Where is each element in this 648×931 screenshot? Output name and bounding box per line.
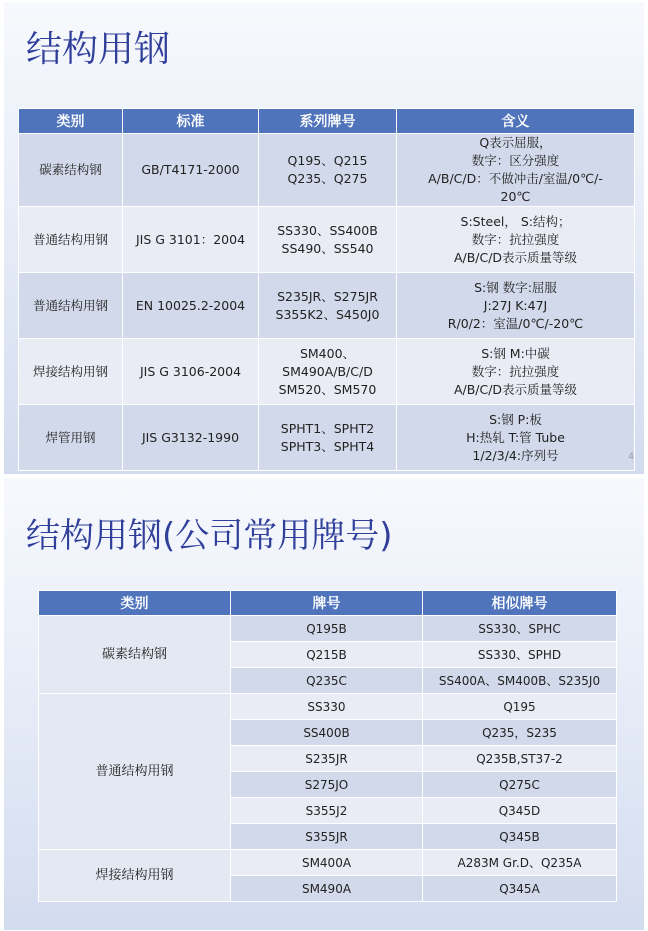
category-cell: 普通结构用钢: [39, 694, 231, 850]
steel-standards-table: [18, 108, 635, 471]
grades-cell-line: Q235、Q275: [287, 171, 368, 186]
grades-cell-line: S355K2、S450J0: [275, 306, 380, 322]
category-cell: 焊接结构用钢: [39, 850, 231, 902]
meaning-cell-line: 数字：区分强度: [471, 153, 560, 168]
grades-cell-line: S235JR、S275JR: [277, 288, 378, 304]
table-body: [39, 616, 617, 902]
table-row: [39, 694, 617, 720]
standard-cell: JIS G 3101：2004: [123, 207, 259, 273]
table-row: [39, 616, 617, 642]
table-row: [19, 273, 635, 339]
meaning-cell-line: R/0/2：室温/0℃/-20℃: [447, 315, 584, 331]
grade-cell: SM400A: [231, 850, 423, 876]
common-grades-table: [38, 590, 617, 902]
meaning-cell-line: A/B/C/D表示质量等级: [453, 249, 578, 265]
standard-cell: JIS G 3106-2004: [123, 339, 259, 405]
meaning-cell-line: S:钢 数字:屈服: [474, 279, 557, 295]
slide-title: 结构用钢: [26, 29, 171, 70]
grade-cell: S235JR: [231, 746, 423, 772]
category-text: 普通结构用钢: [32, 231, 108, 247]
meaning-cell: [397, 339, 635, 405]
table-row: [39, 850, 617, 876]
category-text: 焊管用钢: [45, 429, 96, 445]
grades-cell-line: SPHT1、SPHT2: [280, 420, 375, 436]
meaning-cell-line: S:钢 P:板: [489, 411, 542, 427]
grades-cell-line: SS330、SS400B: [277, 222, 378, 238]
similar-grade-cell: SS330、SPHD: [423, 642, 617, 668]
header-grade: 牌号: [231, 591, 423, 616]
header-category: 类别: [19, 109, 123, 134]
meaning-cell: [397, 273, 635, 339]
table-row: [19, 339, 635, 405]
table-header-row: [39, 591, 617, 616]
slide-title: 结构用钢(公司常用牌号): [26, 516, 393, 556]
grades-cell-line: Q195、Q215: [287, 153, 368, 168]
header-similar-grades: 相似牌号: [423, 591, 617, 616]
meaning-cell: [397, 207, 635, 273]
table-row: [19, 134, 635, 207]
grades-cell: [259, 207, 397, 273]
grades-cell-line: SM400、: [299, 345, 356, 361]
meaning-cell-line: S:Steel， S:结构；: [460, 213, 571, 229]
meaning-cell-line: A/B/C/D表示质量等级: [453, 381, 578, 397]
grade-cell: S355JR: [231, 824, 423, 850]
meaning-cell-line: 数字：抗拉强度: [471, 363, 560, 379]
grade-cell: Q215B: [231, 642, 423, 668]
grades-cell-line: SM490A/B/C/D: [282, 363, 373, 379]
header-grades: 系列牌号: [259, 109, 397, 134]
category-cell: [19, 134, 123, 207]
similar-grade-cell: Q275C: [423, 772, 617, 798]
header-standard: 标准: [123, 109, 259, 134]
category-cell: [19, 405, 123, 471]
similar-grade-cell: SS400A、SM400B、S235J0: [423, 668, 617, 694]
table-body: [19, 134, 635, 471]
similar-grade-cell: Q345B: [423, 824, 617, 850]
grade-cell: S355J2: [231, 798, 423, 824]
standard-cell: GB/T4171-2000: [123, 134, 259, 207]
meaning-cell: [397, 134, 635, 207]
category-cell: 碳素结构钢: [39, 616, 231, 694]
similar-grade-cell: Q235，S235: [423, 720, 617, 746]
meaning-cell-line: Q表示屈服，: [479, 135, 552, 150]
header-category: 类别: [39, 591, 231, 616]
meaning-cell-line: A/B/C/D：不做冲击/室温/0℃/-: [428, 171, 603, 186]
table-row: [19, 405, 635, 471]
meaning-cell-line: 1/2/3/4:序列号: [472, 447, 559, 463]
meaning-cell-line: 20℃: [500, 189, 531, 204]
header-meaning: 含义: [397, 109, 635, 134]
table-header-row: [19, 109, 635, 134]
grade-cell: S275JO: [231, 772, 423, 798]
slide-company-grades: [4, 478, 644, 930]
category-cell: [19, 339, 123, 405]
category-text: 普通结构用钢: [32, 297, 108, 313]
category-cell: [19, 207, 123, 273]
meaning-cell-line: 数字：抗拉强度: [471, 231, 560, 247]
grades-cell: [259, 339, 397, 405]
grades-cell-line: SPHT3、SPHT4: [280, 438, 375, 454]
meaning-cell: [397, 405, 635, 471]
similar-grade-cell: SS330、SPHC: [423, 616, 617, 642]
meaning-cell-line: S:钢 M:中碳: [481, 345, 550, 361]
similar-grade-cell: Q345A: [423, 876, 617, 902]
slide-structural-steel: [4, 2, 644, 474]
meaning-cell-line: H:热轧 T:管 Tube: [466, 429, 565, 445]
grade-cell: SM490A: [231, 876, 423, 902]
standard-cell: EN 10025.2-2004: [123, 273, 259, 339]
grade-cell: Q235C: [231, 668, 423, 694]
page-number: 4: [628, 452, 634, 462]
category-cell: [19, 273, 123, 339]
similar-grade-cell: Q235B,ST37-2: [423, 746, 617, 772]
similar-grade-cell: A283M Gr.D、Q235A: [423, 850, 617, 876]
grades-cell: [259, 134, 397, 207]
grade-cell: SS330: [231, 694, 423, 720]
meaning-cell-line: J:27J K:47J: [483, 297, 548, 313]
similar-grade-cell: Q195: [423, 694, 617, 720]
grades-cell-line: SS490、SS540: [281, 240, 374, 256]
grade-cell: Q195B: [231, 616, 423, 642]
grade-cell: SS400B: [231, 720, 423, 746]
table-row: [19, 207, 635, 273]
grades-cell: [259, 273, 397, 339]
category-text: 碳素结构钢: [39, 162, 102, 177]
category-text: 焊接结构用钢: [32, 363, 108, 379]
standard-cell: JIS G3132-1990: [123, 405, 259, 471]
grades-cell-line: SM520、SM570: [278, 381, 377, 397]
similar-grade-cell: Q345D: [423, 798, 617, 824]
grades-cell: [259, 405, 397, 471]
